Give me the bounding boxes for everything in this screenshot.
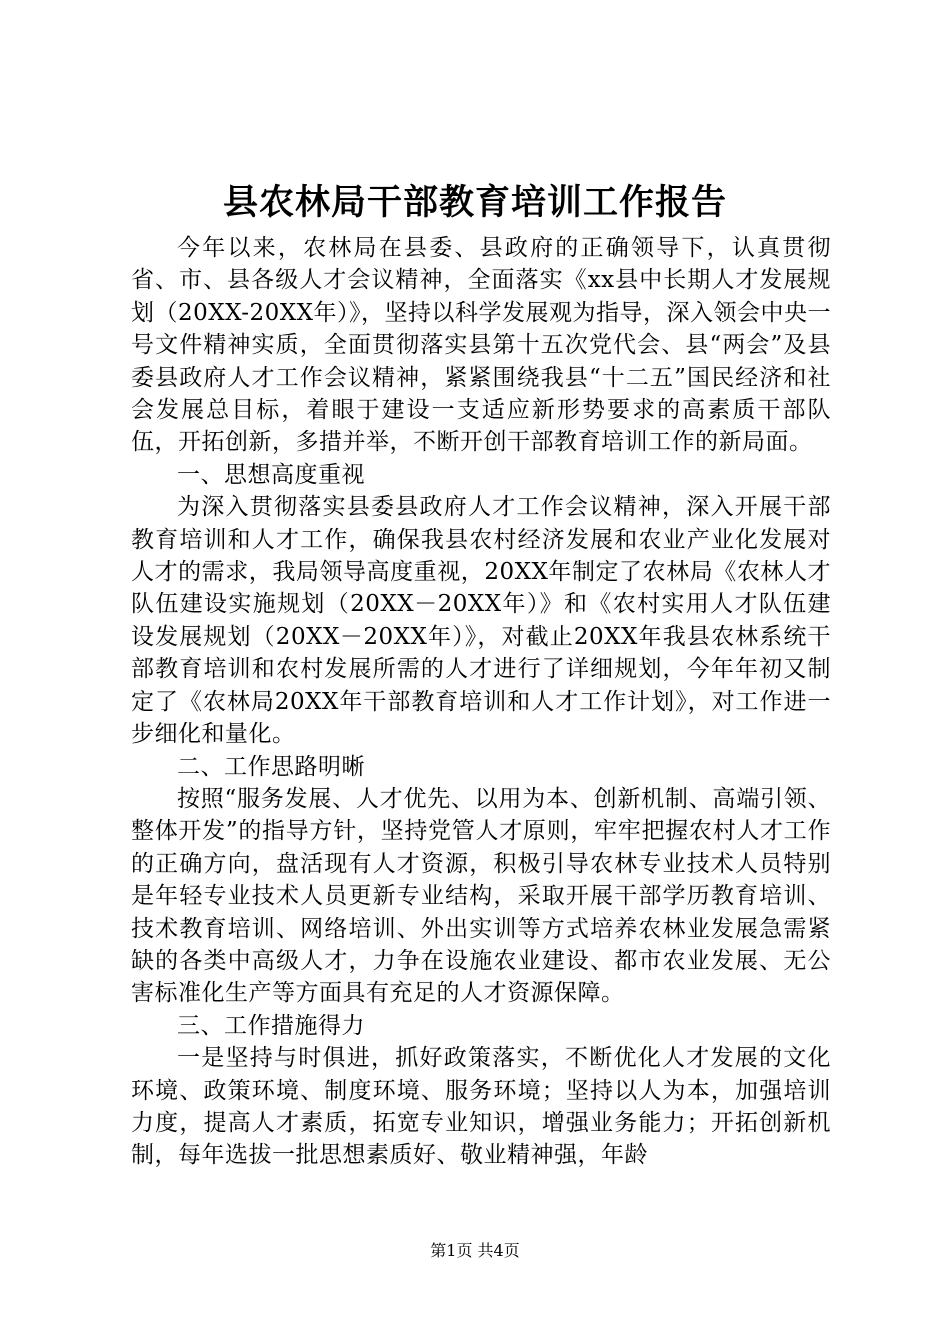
paragraph-intro: 今年以来，农林局在县委、县政府的正确领导下，认真贯彻省、市、县各级人才会议精神，全面落实《xx县中长期人才发展规划（20XX-20XX年）》，坚持以科学发展观为指导，深入领会中央一号文件精神实质，全面贯彻落实县第十五次党代会、县“两会”及县委县政府人才工作会议精神，紧紧围绕我县“十二五”国民经济和社会发展总目标，着眼于建设一支适应新形势要求的高素质干部队伍，开拓创新，多措并举，不断开创干部教育培训工作的新局面。: [131, 235, 831, 456]
document-body: [131, 232, 831, 1172]
page-number: 第1页 共4页: [430, 1241, 520, 1260]
paragraph-section-2: 按照“服务发展、人才优先、以用为本、创新机制、高端引领、整体开发”的指导方针，坚持党管人才原则，牢牢把握农村人才工作的正确方向，盘活现有人才资源，积极引导农林专业技术人员特别是年轻专业技术人员更新专业结构，采取开展干部学历教育培训、技术教育培训、网络培训、外出实训等方式培养农林业发展急需紧缺的各类中高级人才，力争在设施农业建设、都市农业发展、无公害标准化生产等方面具有充足的人才资源保障。: [131, 785, 831, 1007]
paragraph-section-1: 为深入贯彻落实县委县政府人才工作会议精神，深入开展干部教育培训和人才工作，确保我县农村经济发展和农业产业化发展对人才的需求，我局领导高度重视，20XX年制定了农林局《农林人才队伍建设实施规划（20XX－20XX年）》和《农村实用人才队伍建设发展规划（20XX－20XX年）》，对截止20XX年我县农林系统干部教育培训和农村发展所需的人才进行了详细规划，今年年初又制定了《农林局20XX年干部教育培训和人才工作计划》，对工作进一步细化和量化。: [131, 494, 831, 748]
section-heading-3: 三、工作措施得力: [177, 1012, 365, 1039]
paragraph-section-3: 一是坚持与时俱进，抓好政策落实，不断优化人才发展的文化环境、政策环境、制度环境、服务环境；坚持以人为本，加强培训力度，提高人才素质，拓宽专业知识，增强业务能力；开拓创新机制，每年选拔一批思想素质好、敬业精神强，年龄: [131, 1045, 831, 1169]
section-heading-2: 二、工作思路明晰: [177, 753, 365, 780]
section-heading-1: 一、思想高度重视: [177, 461, 365, 488]
document-title: 县农林局干部教育培训工作报告: [222, 182, 727, 223]
